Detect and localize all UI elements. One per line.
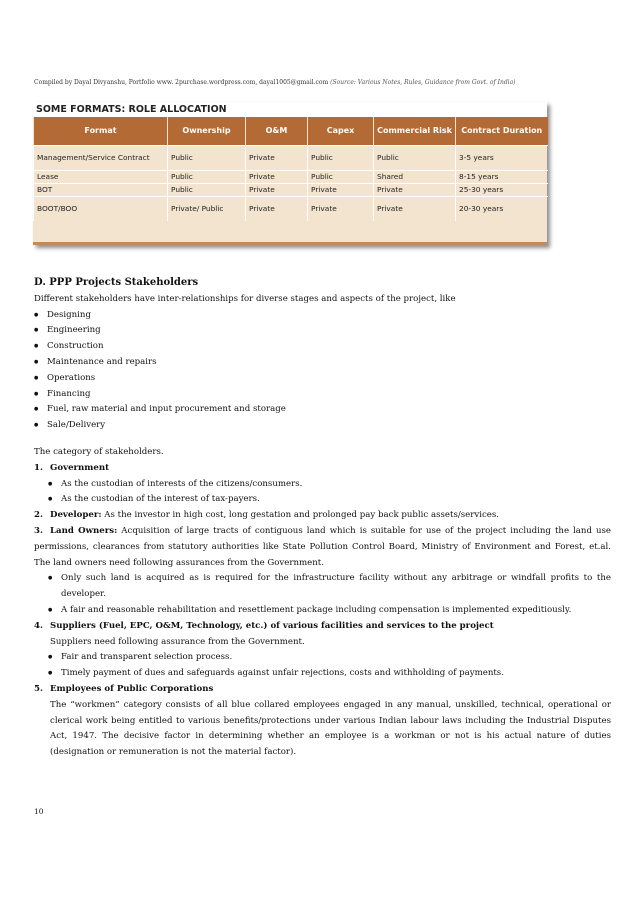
table-cell: Private [374, 184, 456, 197]
table-row [34, 146, 548, 171]
aspects-list [34, 308, 611, 434]
list-item: ● As the custodian of the interest of tax-payers. [48, 492, 611, 508]
table-cell: Private [374, 197, 456, 222]
land-owners-bullets [48, 571, 611, 618]
role-allocation-table [33, 117, 548, 221]
table-cell: Private [246, 171, 308, 184]
table-cell: Private [308, 184, 374, 197]
stakeholder-employees [34, 682, 611, 698]
table-cell: Public [168, 171, 246, 184]
item-number: 1. [34, 462, 43, 473]
list-item: ● Only such land is acquired as is required for the infrastructure facility without any arbitrage or windfall profits to the developer. [48, 571, 611, 603]
item-number: 2. [34, 510, 43, 521]
table-cell: BOT [34, 184, 168, 197]
item-number: 3. [34, 525, 43, 536]
item-number: 5. [34, 683, 43, 694]
table-cell: Public [168, 184, 246, 197]
list-item: ● Financing [34, 387, 611, 403]
item-number: 4. [34, 620, 43, 631]
list-item: ● Construction [34, 339, 611, 355]
list-item: ● Operations [34, 371, 611, 387]
list-item: ● Maintenance and repairs [34, 355, 611, 371]
table-row [34, 171, 548, 184]
table-cell: Private [308, 197, 374, 222]
col-header-ownership: Ownership [168, 117, 246, 146]
table-cell: Private [246, 184, 308, 197]
item-text: Acquisition of large tracts of contiguous land which is suitable for use of the project including the land use permissions, clearances from statutory authorities like State Pollution Control Board, Ministry of Environment and Forest, et.al. The land owners need following assurances from the Government. [34, 525, 611, 568]
table-cell: Private [246, 146, 308, 171]
list-item: ● Timely payment of dues and safeguards against unfair rejections, costs and withholding of payments. [48, 666, 611, 682]
item-text: The “workmen” category consists of all blue collared employees engaged in any manual, unskilled, technical, operational or clerical work being entitled to various benefits/protections under various Indian labour laws including the Industrial Disputes Act, 1947. The decisive factor in determining whether an employee is a workman or not is his actual nature of duties (designation or remuneration is not the material factor). [50, 699, 611, 758]
table-cell: 20-30 years [456, 197, 548, 222]
category-intro: The category of stakeholders. [34, 446, 164, 457]
table-row [34, 197, 548, 222]
table-cell: Management/Service Contract [34, 146, 168, 171]
list-item: ● Fuel, raw material and input procurement and storage [34, 402, 611, 418]
list-item: ● As the custodian of interests of the citizens/consumers. [48, 477, 611, 493]
col-header-capex: Capex [308, 117, 374, 146]
role-allocation-slide [33, 102, 547, 245]
item-title: Employees of Public Corporations [50, 683, 214, 694]
table-cell: 25-30 years [456, 184, 548, 197]
table-cell: 8-15 years [456, 171, 548, 184]
item-title: Developer: [50, 510, 102, 521]
stakeholder-suppliers [34, 619, 611, 635]
slide-title: SOME FORMATS: ROLE ALLOCATION [33, 102, 547, 117]
stakeholder-developer [34, 508, 611, 524]
table-cell: Public [168, 146, 246, 171]
item-text: Suppliers need following assurance from the Government. [50, 636, 305, 647]
stakeholder-land-owners [34, 524, 611, 571]
table-cell: Public [374, 146, 456, 171]
table-cell: Private/ Public [168, 197, 246, 222]
list-item: ● A fair and reasonable rehabilitation and resettlement package including compensation is implemented expeditiously. [48, 603, 611, 619]
list-item: ● Sale/Delivery [34, 418, 611, 434]
table-row [34, 184, 548, 197]
table-cell: Lease [34, 171, 168, 184]
col-header-om: O&M [246, 117, 308, 146]
main-content [34, 275, 611, 761]
compiled-by-header [34, 79, 614, 86]
col-header-contract-duration: Contract Duration [456, 117, 548, 146]
table-cell: 3-5 years [456, 146, 548, 171]
list-item: ● Engineering [34, 323, 611, 339]
section-title: D. PPP Projects Stakeholders [34, 277, 199, 288]
item-title: Land Owners: [50, 525, 118, 536]
list-item: ● Designing [34, 308, 611, 324]
table-header-row [34, 117, 548, 146]
list-item: ● Fair and transparent selection process. [48, 650, 611, 666]
section-intro: Different stakeholders have inter-relationships for diverse stages and aspects of the project, like [34, 293, 456, 304]
item-title: Suppliers (Fuel, EPC, O&M, Technology, etc.) of various facilities and services to the project [50, 620, 494, 631]
table-cell: Shared [374, 171, 456, 184]
government-bullets [48, 477, 611, 509]
item-text: As the investor in high cost, long gestation and prolonged pay back public assets/services. [104, 510, 499, 521]
table-cell: BOOT/BOO [34, 197, 168, 222]
source-note: (Source: Various Notes, Rules, Guidance from Govt. of India) [330, 79, 516, 86]
col-header-format: Format [34, 117, 168, 146]
table-cell: Private [246, 197, 308, 222]
table-cell: Public [308, 146, 374, 171]
table-cell: Public [308, 171, 374, 184]
page-number: 10 [34, 807, 44, 816]
stakeholder-government [34, 461, 611, 477]
suppliers-bullets [48, 650, 611, 682]
col-header-commercial-risk: Commercial Risk [374, 117, 456, 146]
compiled-by-text: Compiled by Dayal Divyanshu, Portfolio www. 2purchase.wordpress.com, dayal1005@gmail.com [34, 79, 329, 86]
item-title: Government [50, 462, 110, 473]
